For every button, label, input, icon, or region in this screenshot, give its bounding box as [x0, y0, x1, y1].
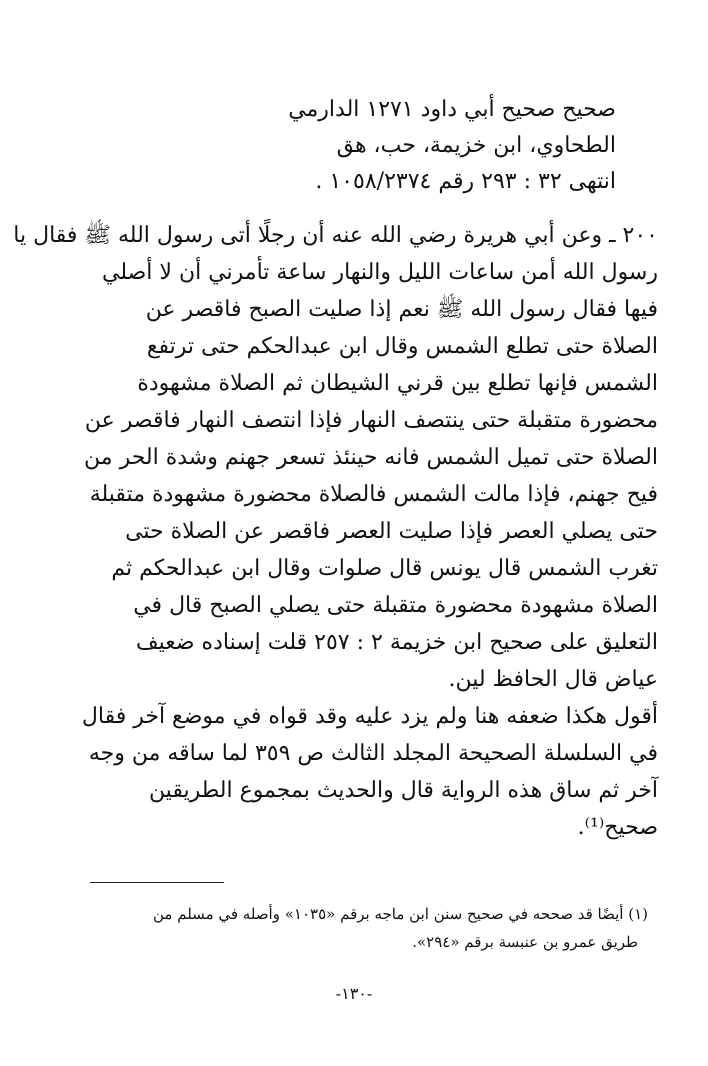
hadith-line: رسول الله أمن ساعات الليل والنهار ساعة تأمرني أن لا أصلي	[102, 260, 658, 285]
intro-line: صحيح صحيح أبي داود ١٢٧١ الدارمي	[288, 97, 616, 122]
footnote-line: طريق عمرو بن عنبسة برقم «٢٩٤».	[412, 933, 638, 951]
hadith-line: عياض قال الحافظ لين.	[448, 667, 658, 692]
comment-line: آخر ثم ساق هذه الرواية قال والحديث بمجموع الطريقين	[148, 778, 658, 803]
page-number: -١٣٠-	[335, 984, 373, 1003]
footnote-line: (١) أيضًا قد صححه في صحيح سنن ابن ماجه برقم «١٠٣٥» وأصله في مسلم من	[153, 905, 648, 923]
intro-line: انتهى ٣٢ : ٢٩٣ رقم ١٠٥٨/٢٣٧٤ .	[315, 169, 616, 194]
hadith-line: التعليق على صحيح ابن خزيمة ٢ : ٢٥٧ قلت إسناده ضعيف	[135, 630, 658, 655]
hadith-line: ٢٠٠ ـ وعن أبي هريرة رضي الله عنه أن رجلًا أتى رسول الله ﷺ فقال يا	[13, 223, 658, 248]
comment-line: صحيح⁽¹⁾.	[577, 815, 658, 840]
hadith-line: تغرب الشمس قال يونس قال صلوات وقال ابن عبدالحكم ثم	[111, 556, 658, 581]
hadith-line: الصلاة مشهودة محضورة متقبلة حتى يصلي الصبح قال في	[133, 593, 658, 618]
hadith-line: حتى يصلي العصر فإذا صليت العصر فاقصر عن الصلاة حتى	[125, 519, 658, 544]
intro-line: الطحاوي، ابن خزيمة، حب، هق	[336, 133, 616, 158]
comment-line: في السلسلة الصحيحة المجلد الثالث ص ٣٥٩ لما ساقه من وجه	[88, 741, 658, 766]
hadith-line: فيح جهنم، فإذا مالت الشمس فالصلاة محضورة مشهودة متقبلة	[89, 482, 658, 507]
hadith-line: فيها فقال رسول الله ﷺ نعم إذا صليت الصبح فاقصر عن	[145, 297, 658, 322]
hadith-line: الشمس فإنها تطلع بين قرني الشيطان ثم الصلاة مشهودة	[137, 371, 658, 396]
footnote-separator	[90, 882, 224, 883]
hadith-line: الصلاة حتى تطلع الشمس وقال ابن عبدالحكم حتى ترتفع	[146, 334, 658, 359]
hadith-line: الصلاة حتى تميل الشمس فانه حينئذ تسعر جهنم وشدة الحر من	[84, 445, 658, 470]
hadith-line: محضورة متقبلة حتى ينتصف النهار فإذا انتصف النهار فاقصر عن	[84, 408, 658, 433]
comment-line: أقول هكذا ضعفه هنا ولم يزد عليه وقد قواه في موضع آخر فقال	[81, 704, 658, 729]
